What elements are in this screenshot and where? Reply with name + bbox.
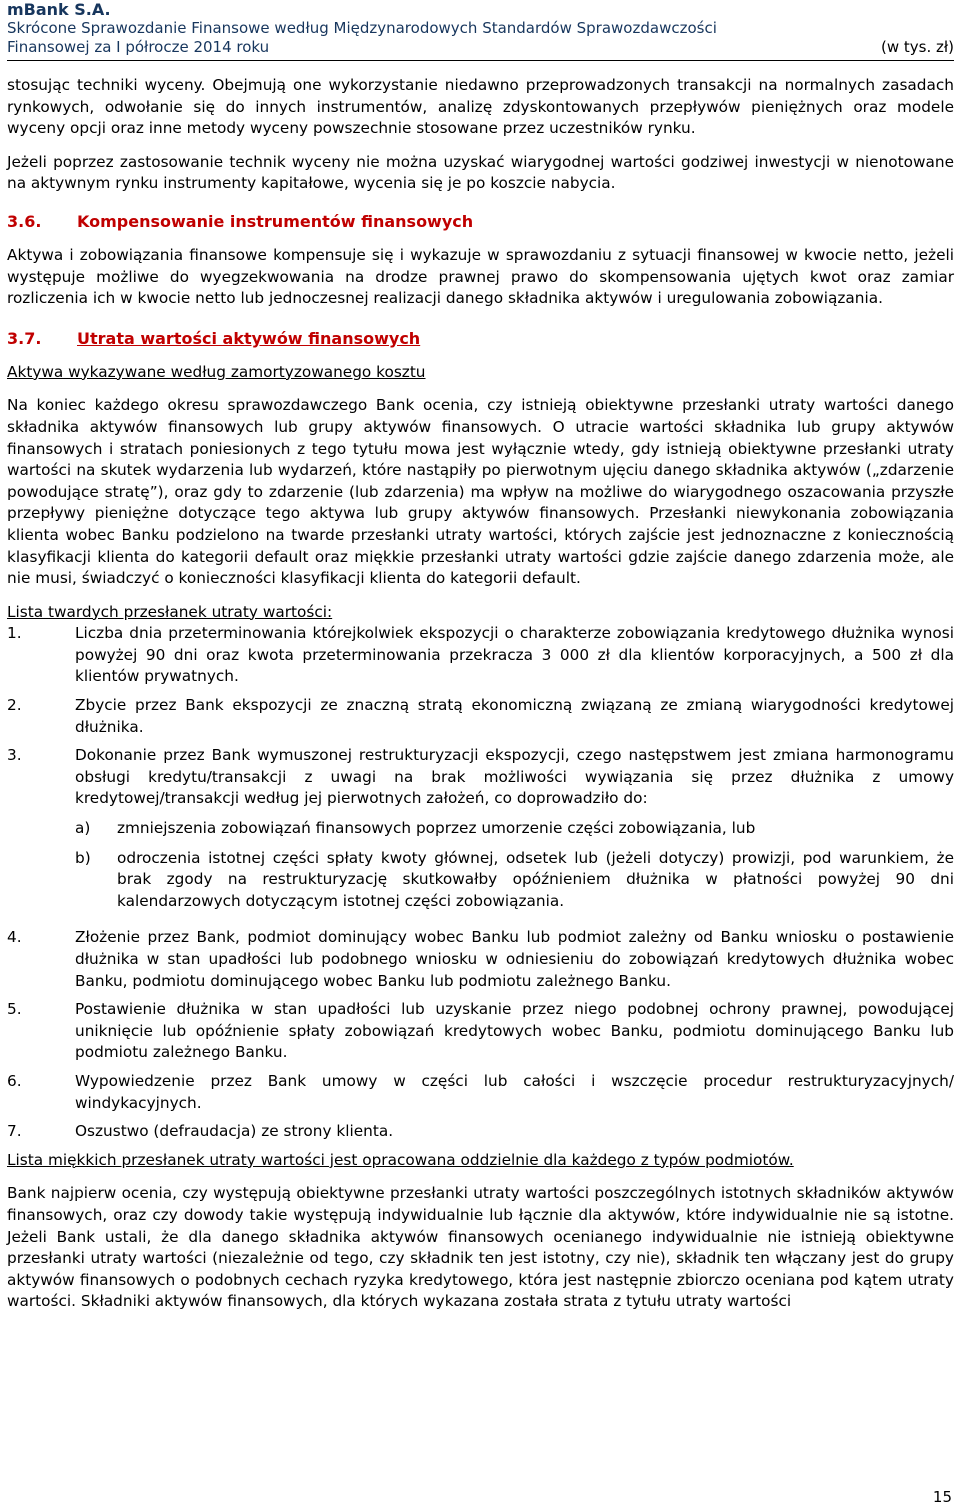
section-number: 3.7.	[7, 328, 42, 348]
sub-list-text: zmniejszenia zobowiązań finansowych poprzez umorzenie części zobowiązania, lub	[117, 819, 756, 838]
list-text: Oszustwo (defraudacja) ze strony klienta.	[75, 1122, 394, 1141]
list-number: 2.	[7, 696, 22, 715]
sub-list-letter: b)	[75, 848, 91, 867]
company-name: mBank S.A.	[7, 0, 111, 19]
list-text: Dokonanie przez Bank wymuszonej restrukturyzacji ekspozycji, czego następstwem jest zmiana harmonogramu obsługi kredytu/transakcji z uwagi na brak możliwości wywiązania się przez dłużnika z umowy kredytowej/transakcji według jej pierwotnych założeń, co doprowadziło do:	[75, 746, 954, 808]
list-item	[7, 745, 954, 920]
list-text: Wypowiedzenie przez Bank umowy w części lub całości i wszczęcie procedur restrukturyzacyjnych/ windykacyjnych.	[75, 1071, 954, 1112]
list-text: Liczba dnia przeterminowania którejkolwiek ekspozycji o charakterze zobowiązania kredytowego dłużnika wynosi powyżej 90 dni oraz kwota przeterminowania przekracza 3 000 zł dla klientów korporacyjnych, a 500 zł dla klientów prywatnych.	[75, 624, 954, 686]
section-number: 3.6.	[7, 211, 42, 231]
list-number: 1.	[7, 624, 22, 643]
sub-list-letter: a)	[75, 819, 91, 838]
list-body	[75, 745, 954, 920]
list-item	[7, 927, 954, 992]
list-number: 5.	[7, 1000, 22, 1019]
list-item	[7, 695, 954, 738]
sub-list-item	[75, 848, 954, 913]
currency-unit: (w tys. zł)	[881, 38, 954, 56]
list-text: Postawienie dłużnika w stan upadłości lub uzyskanie przez niego podobnej ochrony prawnej, powodującej uniknięcie lub opóźnienie spłaty zobowiązań kredytowych wobec Banku, podmiotu dominującego Banku lub podmiotu zależnego Banku.	[75, 1000, 954, 1062]
section-title: Kompensowanie instrumentów finansowych	[77, 211, 474, 231]
soft-list-note: Lista miękkich przesłanek utraty wartości jest opracowana oddzielnie dla każdego z typów podmiotów.	[7, 1150, 794, 1169]
header-line	[7, 38, 954, 57]
page-number: 15	[932, 1488, 952, 1506]
section-3-7-text: Na koniec każdego okresu sprawozdawczego Bank ocenia, czy istnieją obiektywne przesłanki utraty wartości danego składnika aktywów finansowych lub grupy aktywów finansowych. O utracie wartości składnika lub grupy aktywów finansowych i stratach poniesionych z tego tytułu mowa jest wyłącznie wtedy, gdy istnieją obiektywne przesłanki utraty wartości na skutek wydarzenia lub wydarzeń, które nastąpiły po pierwotnym ujęciu danego składnika aktywów („zdarzenie powodujące stratę”), oraz gdy to zdarzenie (lub zdarzenia) ma wpływ na możliwe do wiarygodnego oszacowania przyszłe przepływy pieniężne dotyczące tego aktywa lub grupy aktywów finansowych. Przesłanki niewykonania zobowiązania klienta wobec Banku podzielono na twarde przesłanki utraty wartości, których zajście jest jednoznaczne z koniecznością klasyfikacji klienta do kategorii default oraz miękkie przesłanki utraty wartości gdzie zajście danego zdarzenia może, ale nie musi, świadczyć o konieczności klasyfikacji klienta do kategorii default.	[7, 396, 954, 588]
list-text: Zbycie przez Bank ekspozycji ze znaczną stratą ekonomiczną związaną ze zmianą wiarygodności kredytowej dłużnika.	[75, 696, 954, 736]
section-3-6-heading	[7, 211, 954, 233]
section-3-6-text: Aktywa i zobowiązania finansowe kompensuje się i wykazuje w sprawozdaniu z sytuacji finansowej w kwocie netto, jeżeli występuje możliwe do wyegzekwowania na drodze prawnej prawo do skompensowania ujętych kwot oraz zamiar rozliczenia ich w kwocie netto lub jednoczesnej realizacji danego składnika aktywów i uregulowania zobowiązania.	[7, 245, 954, 308]
intro-paragraph-2: Jeżeli poprzez zastosowanie technik wyceny nie można uzyskać wiarygodnej wartości godziwej inwestycji w nienotowane na aktywnym rynku instrumenty kapitałowe, wycenia się je po koszcie nabycia.	[7, 152, 954, 193]
sub-list-text: odroczenia istotnej części spłaty kwoty głównej, odsetek lub (jeżeli dotyczy) prowizji, pod warunkiem, że brak zgody na restrukturyzację skutkowałby opóźnieniem dłużnika w płatności powyżej 90 dni kalendarzowych dotyczącym istotnej części zobowiązania.	[117, 848, 954, 910]
section-title: Utrata wartości aktywów finansowych	[77, 328, 421, 348]
report-subtitle: Finansowej za I półrocze 2014 roku	[7, 38, 270, 56]
document-body	[7, 75, 954, 1313]
final-paragraph: Bank najpierw ocenia, czy występują obiektywne przesłanki utraty wartości poszczególnych istotnych składników aktywów finansowych, oraz czy dowody takie występują indywidualnie lub łącznie dla aktywów, które indywidualnie nie są istotne. Jeżeli Bank ustali, że dla danego składnika aktywów finansowych ocenianego indywidualnie nie istnieją obiektywne przesłanki utraty wartości (niezależnie od tego, czy składnik ten jest istotny, czy nie), składnik ten włączany jest do grupy aktywów finansowych o podobnych cechach ryzyka kredytowego, która jest następnie zbiorczo oceniana pod kątem utraty wartości. Składniki aktywów finansowych, dla których wykazana została strata z tytułu utraty wartości	[7, 1184, 954, 1311]
page-header	[7, 0, 954, 61]
list-number: 7.	[7, 1122, 22, 1141]
report-title: Skrócone Sprawozdanie Finansowe według Międzynarodowych Standardów Sprawozdawczości	[7, 19, 717, 37]
hard-list	[7, 623, 954, 1142]
list-item	[7, 623, 954, 688]
sub-list-item	[75, 818, 954, 840]
hard-list-heading: Lista twardych przesłanek utraty wartości:	[7, 602, 333, 621]
list-item	[7, 999, 954, 1064]
section-3-7-heading	[7, 328, 954, 350]
intro-paragraph-1: stosując techniki wyceny. Obejmują one wykorzystanie niedawno przeprowadzonych transakcji na normalnych zasadach rynkowych, odwołanie się do innych instrumentów, analizę zdyskontowanych przepływów pieniężnych oraz modele wyceny opcji oraz inne metody wyceny powszechnie stosowane przez uczestników rynku.	[7, 76, 954, 138]
list-number: 4.	[7, 928, 22, 947]
section-subheading: Aktywa wykazywane według zamortyzowanego kosztu	[7, 362, 426, 381]
list-number: 3.	[7, 746, 22, 765]
sub-list	[75, 818, 954, 912]
list-number: 6.	[7, 1071, 22, 1090]
list-item	[7, 1121, 954, 1143]
list-text: Złożenie przez Bank, podmiot dominujący wobec Banku lub podmiot zależny od Banku wniosku o postawienie dłużnika w stan upadłości lub podobnego wniosku w odniesieniu do zobowiązań kredytowych dłużnika wobec Banku, podmiotu dominującego wobec Banku lub podmiotu zależnego Banku.	[75, 928, 954, 990]
list-item	[7, 1071, 954, 1114]
